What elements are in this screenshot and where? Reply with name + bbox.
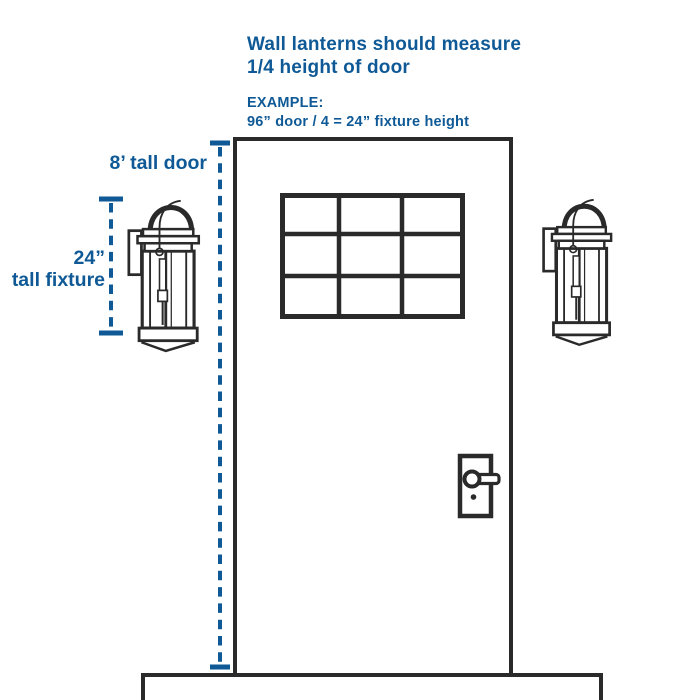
example-label: EXAMPLE: (247, 95, 324, 111)
door-height-label: 8’ tall door (109, 152, 207, 174)
fixture-height-dimension-line (93, 192, 129, 340)
right-wall-lantern-icon (536, 190, 621, 350)
example-formula: 96” door / 4 = 24” fixture height (247, 113, 470, 130)
fixture-height-value: 24” (73, 247, 105, 269)
left-wall-lantern-icon (121, 192, 209, 355)
fixture-height-text: tall fixture (11, 269, 105, 291)
door-handle-icon (452, 450, 508, 522)
fixture-height-label (8, 247, 105, 291)
title-line-1: Wall lanterns should measure (247, 34, 522, 55)
page-title (247, 33, 521, 79)
door-step (141, 673, 603, 700)
title-line-2: 1/4 height of door (247, 57, 410, 78)
door-window-grid (280, 193, 465, 319)
door-height-dimension-line (202, 138, 238, 672)
example-block (247, 94, 469, 131)
